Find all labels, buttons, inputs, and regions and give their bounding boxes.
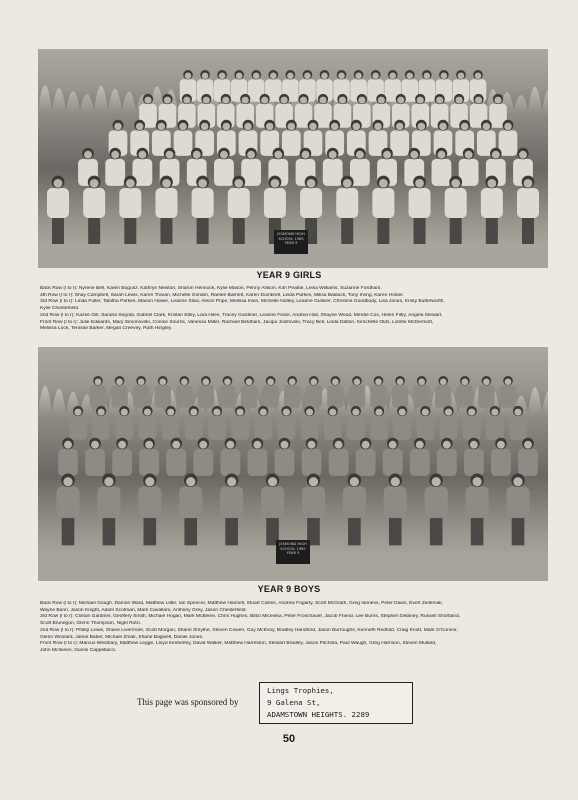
- student-figure: [56, 474, 79, 546]
- girls-row-line: Melissa Lock, Terasse Barker, Megan Creevey, Ruth Hingley.: [40, 326, 173, 332]
- student-figure: [302, 474, 325, 546]
- student-figure: [193, 438, 213, 476]
- student-figure: [139, 406, 157, 440]
- student-figure: [162, 406, 180, 440]
- student-figure: [324, 406, 342, 440]
- student-figure: [384, 474, 407, 546]
- student-figure: [112, 438, 132, 476]
- student-figure: [506, 474, 529, 546]
- student-figure: [466, 474, 489, 546]
- student-figure: [47, 176, 69, 244]
- boys-row-line: Back Row (l to r): Michael Gough, Damon Ward, Matthew Little, Ian Spencer, Matthew Hannell, Stuart Collins, Andrew Fogarty, Scott McGrath, Greg Ianness, Peter Daws, Evert Zielemak,: [40, 601, 444, 606]
- student-figure: [97, 474, 120, 546]
- student-figure: [208, 406, 226, 440]
- boys-name-list: [40, 601, 550, 655]
- boys-row-line: Front Row (l to r): Marcus Westbury, Matthew Legge, Lloyd Kimberley, David Walker, Matthew Harreston, Stewart Bradley, Jason Pitchola, Paul Waugh, Greg Harrison, Steven Mullard,: [40, 641, 437, 647]
- student-figure: [370, 406, 388, 440]
- girls-row-line: 2nd Row (l to r): Kazee Gill, Sandra Segota, Gabriel Clark, Kristan Elley, Lara Hiles, Tracey Gardiner, Leanne Fedor, Andrea Hall, Shayne Wood, Merdie Cox, Helen Filby, Angela Stewart.: [40, 312, 443, 318]
- girls-row-line: Kylie Chesterfield.: [40, 306, 80, 312]
- student-figure: [440, 406, 458, 440]
- student-figure: [254, 406, 272, 440]
- student-figure: [417, 406, 435, 440]
- boys-row-line: 3rd Row (l to r): Clinton Gardiner, Geoffery Smith, Michael Hogan, Mark McBeine, Chris Hughes, Bilbo Miceinka, Peter Froschauer, Jacob Friend, Lee Burns, Stephen Delaney, Russell Shortland,: [40, 614, 461, 620]
- girls-row-line: 4th Row (l to r): Shay Campbell, Sarah Lewis, Karen Travan, Michelle Gordon, Raelee Barnett, Karen Dumbrell, Linda Parkes, Milisa Baldock, Tony Irving, Karen Hosler.: [40, 292, 404, 298]
- sponsor-line: 9 Galena St,: [267, 698, 321, 707]
- student-figure: [393, 406, 411, 440]
- student-figure: [491, 438, 511, 476]
- girls-caption: YEAR 9 GIRLS: [256, 270, 322, 280]
- student-figure: [302, 438, 322, 476]
- year9-boys-photo: [38, 347, 548, 581]
- student-figure: [509, 406, 527, 440]
- student-figure: [220, 474, 243, 546]
- student-figure: [329, 438, 349, 476]
- girls-row-line: Back Row (l to r): Nyrene Bell, Karen Bogusz, Kathryn Newton, Sharon Hennock, Kylie Mason, Penny Allison, Kim Peattie, Leisa Williams, Suzanne Fordham.: [40, 286, 382, 291]
- student-figure: [116, 406, 134, 440]
- sponsor-label: This page was sponsored by: [137, 697, 239, 707]
- girls-row-line: 3rd Row (l to r): Linda Fuller, Tabitha Parkes, Marion Howie, Leanne Slow, Alison Pope, Melissa Irwin, Michelle Notley, Leanne Gulliver, Christine Goodbody, Lisa Jones, Kristy Butterworth,: [40, 299, 445, 305]
- student-figure: [179, 474, 202, 546]
- student-figure: [85, 438, 105, 476]
- girls-row-line: Front Row (l to r): Julie Edwards, Mary Simonovski, Connie Sourris, Vanessa Miller, Rachael Beldham, Jacqui Josifovski, Tracy Bell, Linda Dalton, Kirschelle Olds, Lizette McDermott,: [40, 319, 434, 325]
- page-number: 50: [282, 733, 296, 745]
- student-figure: [464, 438, 484, 476]
- girls-name-list: [40, 286, 550, 333]
- boys-row-line: Wayne Bunn, Jason Knight, Adam Scotman, Mark Cavallaro, Anthony Grey, Jason Chesterfield.: [40, 607, 247, 613]
- student-figure: [69, 406, 87, 440]
- student-figure: [220, 438, 240, 476]
- student-figure: [166, 438, 186, 476]
- student-figure: [425, 474, 448, 546]
- student-figure: [92, 406, 110, 440]
- student-figure: [301, 406, 319, 440]
- year9-girls-photo: [38, 49, 548, 268]
- boys-row-line: John McIlveen, Gianni Cappellacci.: [40, 647, 117, 653]
- student-figure: [410, 438, 430, 476]
- student-figure: [437, 438, 457, 476]
- boys-caption: YEAR 9 BOYS: [257, 584, 321, 594]
- student-figure: [139, 438, 159, 476]
- student-figure: [347, 406, 365, 440]
- sponsor-stamp: [259, 682, 413, 724]
- sponsor-line: ADAMSTOWN HEIGHTS. 2289: [267, 710, 370, 719]
- student-figure: [356, 438, 376, 476]
- student-figure: [275, 438, 295, 476]
- sponsor-line: Lings Trophies,: [267, 686, 334, 695]
- boys-row-line: 2nd Row (l to r): Phillip Lewis, Shane Livermore, Scott Morgan, Shane Smythe, Steven Cowen, Guy McEvoy, Bradley Handford, Jason Burroughs, Kenneth Redfold, Craig Knott, Mark O'Connor,: [40, 627, 458, 633]
- student-figure: [138, 474, 161, 546]
- student-figure: [248, 438, 268, 476]
- student-figure: [463, 406, 481, 440]
- student-figure: [261, 474, 284, 546]
- boys-row-line: Glenn Woolard, Jamie Baber, Michael Zmak, Shane Bagwell, Daniel Jones.: [40, 634, 204, 640]
- student-figure: [185, 406, 203, 440]
- student-figure: [343, 474, 366, 546]
- boys-photo-sign: JESMOND HIGH SCHOOL 1985 YEAR 9: [276, 540, 310, 564]
- student-figure: [278, 406, 296, 440]
- girls-photo-sign: JESMOND HIGH SCHOOL 1985 YEAR 9: [274, 230, 308, 254]
- boys-row-line: Scott Brunegon, Glenn Thompson, Nigel Rizzi.: [40, 621, 142, 627]
- student-figure: [58, 438, 78, 476]
- student-figure: [486, 406, 504, 440]
- student-figure: [383, 438, 403, 476]
- student-figure: [518, 438, 538, 476]
